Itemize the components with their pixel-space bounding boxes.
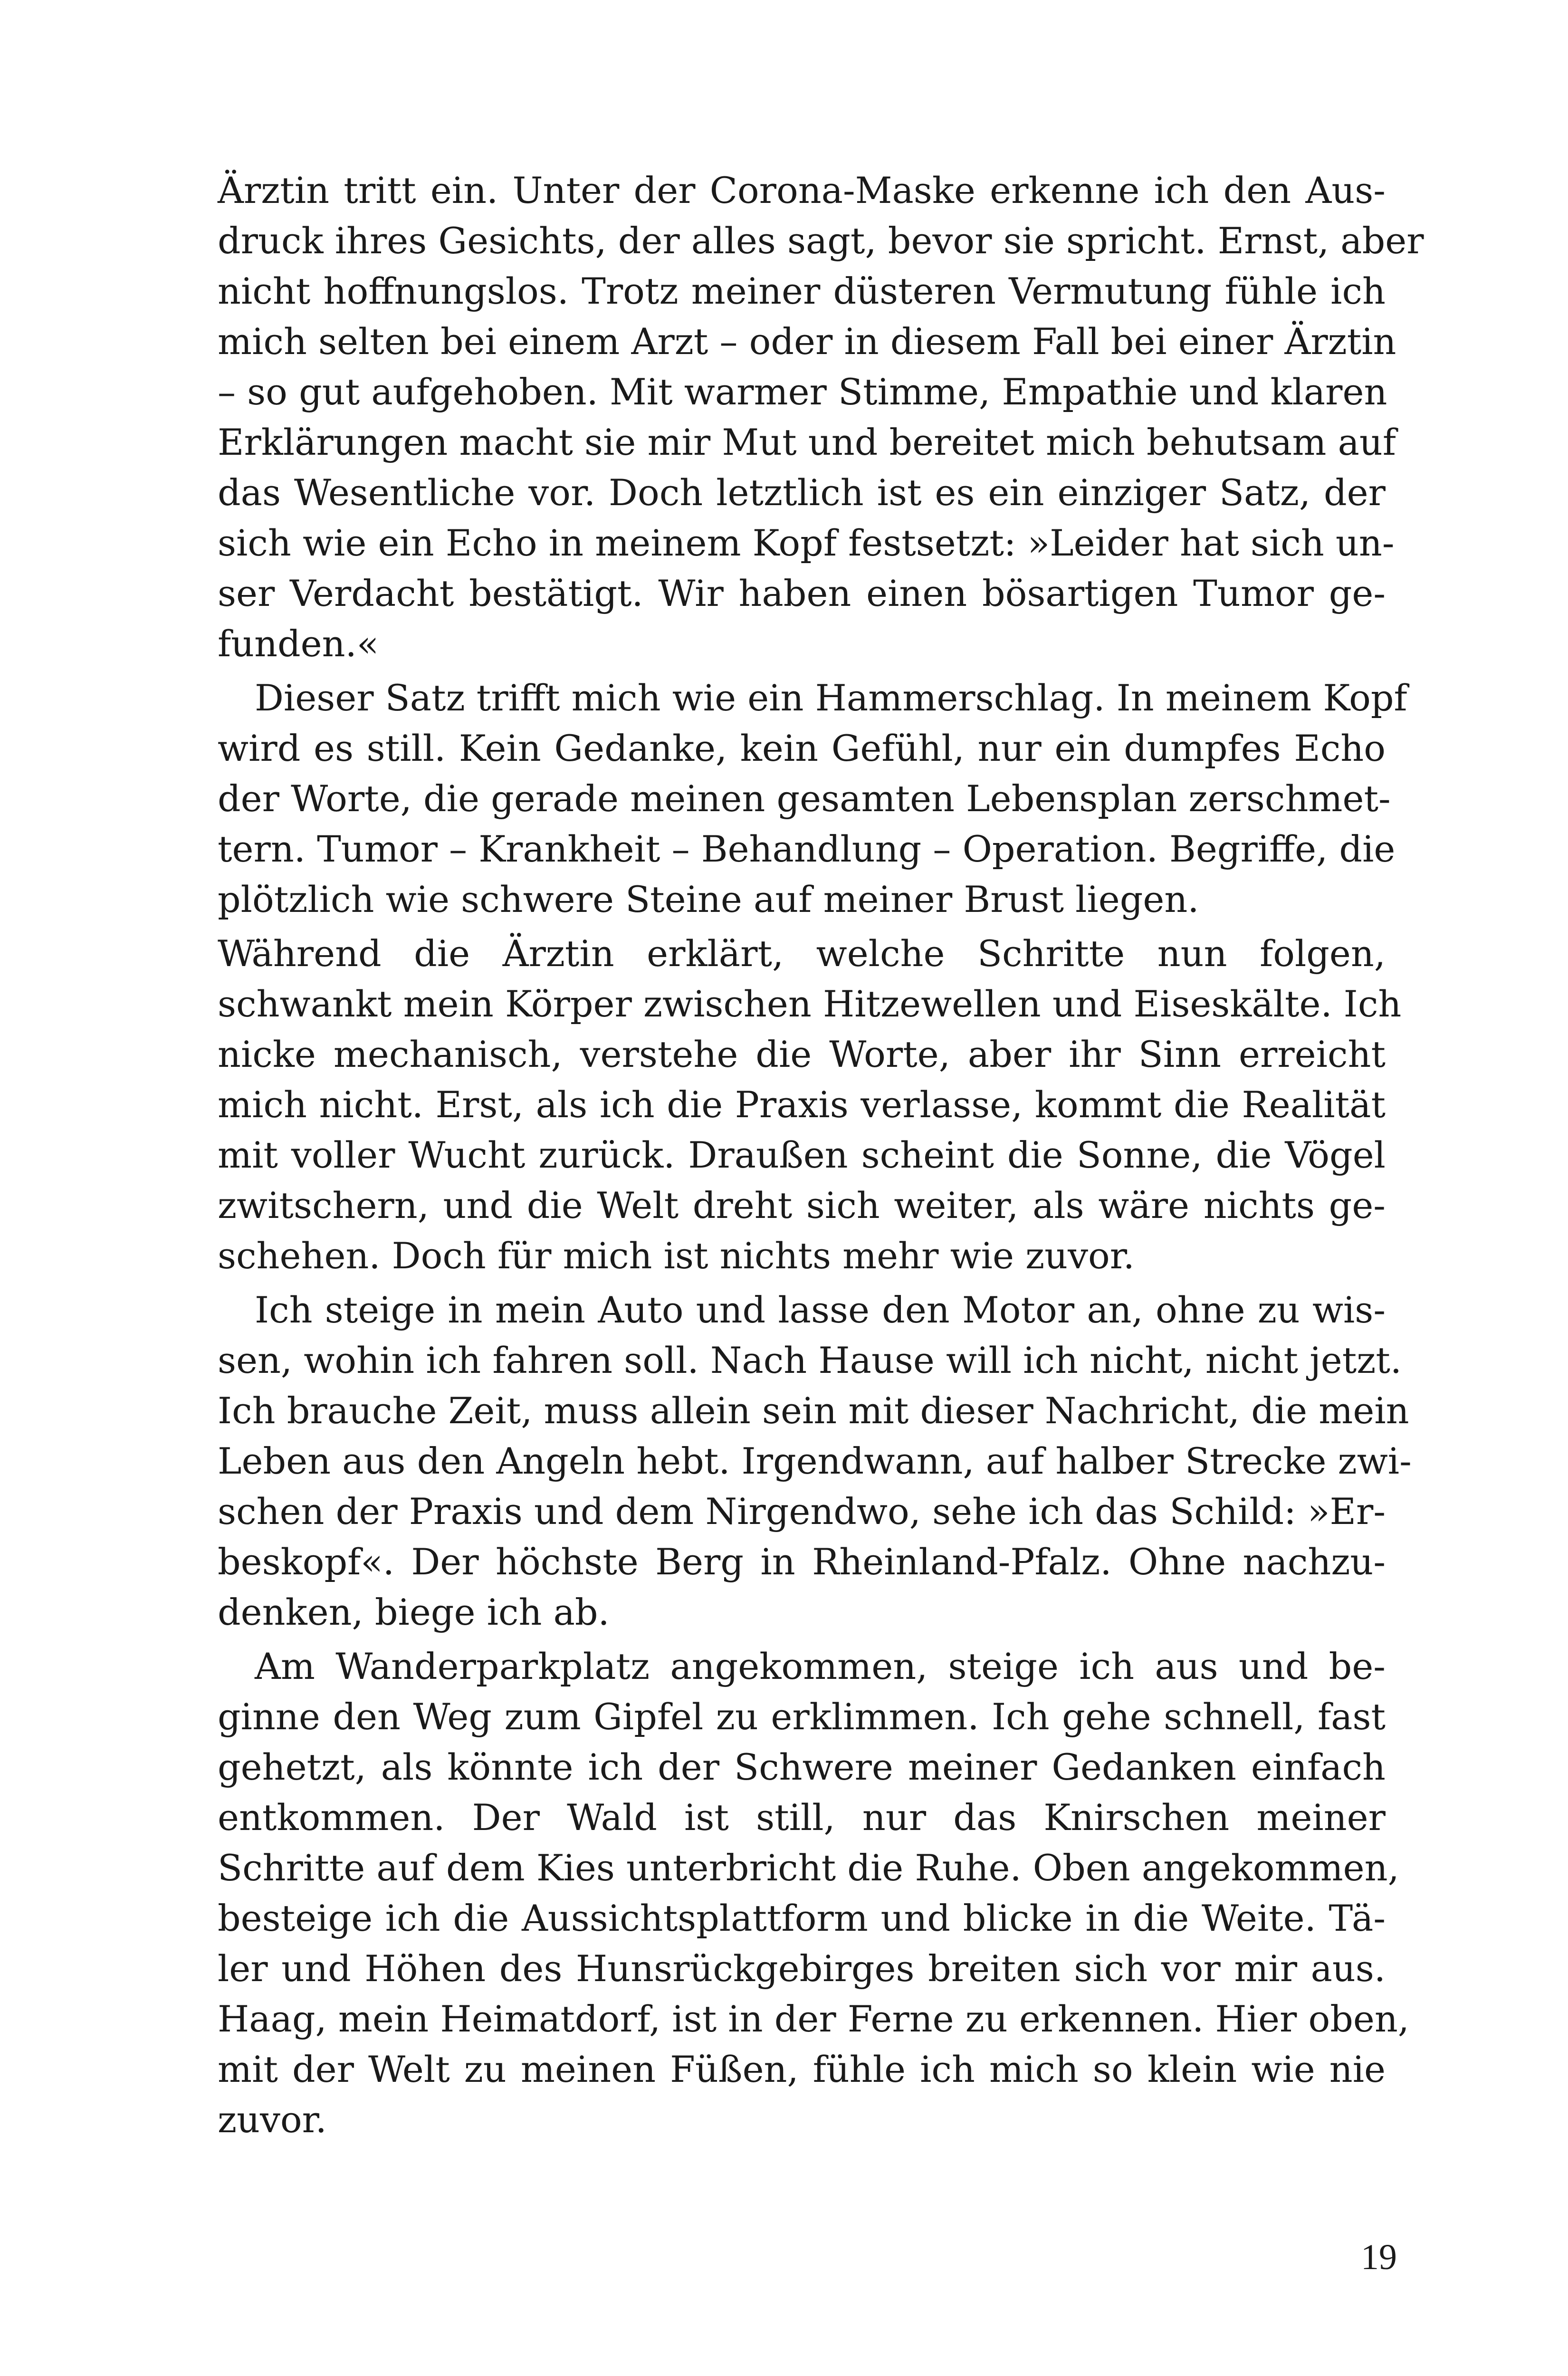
text-line: gehetzt, als könnte ich der Schwere meiner Gedanken einfach xyxy=(218,1746,1386,1788)
text-line: Am Wanderparkplatz angekommen, steige ich aus und be- xyxy=(255,1645,1386,1687)
paragraph-gap xyxy=(218,669,1386,673)
text-line: plötzlich wie schwere Steine auf meiner Brust liegen. xyxy=(218,878,1199,920)
text-line: funden.« xyxy=(218,623,379,665)
text-line: entkommen. Der Wald ist still, nur das Knirschen meiner xyxy=(218,1796,1386,1839)
text-line: sen, wohin ich fahren soll. Nach Hause will ich nicht, nicht jetzt. xyxy=(218,1339,1402,1381)
text-line: nicht hoffnungslos. Trotz meiner düsteren Vermutung fühle ich xyxy=(218,270,1386,312)
text-line: wird es still. Kein Gedanke, kein Gefühl, nur ein dumpfes Echo xyxy=(218,727,1386,769)
page-number: 19 xyxy=(1361,2237,1397,2277)
text-line: besteige ich die Aussichtsplattform und blicke in die Weite. Tä- xyxy=(218,1897,1386,1939)
text-line: Ärztin tritt ein. Unter der Corona-Maske erkenne ich den Aus- xyxy=(218,169,1386,211)
text-line: Ich steige in mein Auto und lasse den Motor an, ohne zu wis- xyxy=(255,1289,1386,1331)
text-line: ginne den Weg zum Gipfel zu erklimmen. Ich gehe schnell, fast xyxy=(218,1696,1386,1738)
text-line: schwankt mein Körper zwischen Hitzewellen und Eiseskälte. Ich xyxy=(218,983,1402,1025)
text-line: ser Verdacht bestätigt. Wir haben einen bösartigen Tumor ge- xyxy=(218,572,1386,614)
text-line: Erklärungen macht sie mir Mut und bereitet mich behutsam auf xyxy=(218,421,1396,463)
text-line: sich wie ein Echo in meinem Kopf festsetzt: »Leider hat sich un- xyxy=(218,522,1395,564)
text-line: mit voller Wucht zurück. Draußen scheint die Sonne, die Vögel xyxy=(218,1134,1386,1176)
text-line: ler und Höhen des Hunsrückgebirges breiten sich vor mir aus. xyxy=(218,1947,1386,1990)
text-line: Ich brauche Zeit, muss allein sein mit dieser Nachricht, die mein xyxy=(218,1389,1409,1432)
paragraph xyxy=(218,673,1407,925)
paragraph xyxy=(218,929,1402,1281)
paragraph-gap xyxy=(218,925,1386,929)
paragraph-gap xyxy=(218,1281,1386,1285)
paragraph xyxy=(218,1285,1412,1638)
paragraph xyxy=(218,1641,1409,2145)
text-line: zwitschern, und die Welt dreht sich weiter, als wäre nichts ge- xyxy=(218,1184,1386,1226)
text-line: Dieser Satz trifft mich wie ein Hammerschlag. In meinem Kopf xyxy=(255,677,1407,719)
text-line: Leben aus den Angeln hebt. Irgendwann, auf halber Strecke zwi- xyxy=(218,1440,1412,1482)
text-line: schehen. Doch für mich ist nichts mehr wie zuvor. xyxy=(218,1235,1135,1277)
text-line: Haag, mein Heimatdorf, ist in der Ferne zu erkennen. Hier oben, xyxy=(218,1998,1409,2040)
text-line: mich nicht. Erst, als ich die Praxis verlasse, kommt die Realität xyxy=(218,1083,1386,1126)
text-line: druck ihres Gesichts, der alles sagt, bevor sie spricht. Ernst, aber xyxy=(218,220,1424,262)
text-line: nicke mechanisch, verstehe die Worte, aber ihr Sinn erreicht xyxy=(218,1033,1386,1075)
text-line: Schritte auf dem Kies unterbricht die Ruhe. Oben angekommen, xyxy=(218,1847,1399,1889)
text-line: der Worte, die gerade meinen gesamten Lebensplan zerschmet- xyxy=(218,777,1391,820)
paragraph-gap xyxy=(218,1638,1386,1641)
body-text xyxy=(218,165,1424,2145)
text-line: das Wesentliche vor. Doch letztlich ist es ein einziger Satz, der xyxy=(218,471,1386,514)
text-line: mit der Welt zu meinen Füßen, fühle ich mich so klein wie nie xyxy=(218,2048,1386,2090)
text-line: beskopf«. Der höchste Berg in Rheinland-Pfalz. Ohne nachzu- xyxy=(218,1541,1386,1583)
text-line: zuvor. xyxy=(218,2098,327,2141)
text-line: tern. Tumor – Krankheit – Behandlung – Operation. Begriffe, die xyxy=(218,828,1396,870)
text-line: mich selten bei einem Arzt – oder in diesem Fall bei einer Ärztin xyxy=(218,320,1396,363)
paragraph xyxy=(218,165,1424,669)
text-line: Während die Ärztin erklärt, welche Schritte nun folgen, xyxy=(218,932,1386,975)
text-line: schen der Praxis und dem Nirgendwo, sehe ich das Schild: »Er- xyxy=(218,1490,1386,1533)
text-line: denken, biege ich ab. xyxy=(218,1591,610,1633)
text-line: – so gut aufgehoben. Mit warmer Stimme, Empathie und klaren xyxy=(218,371,1387,413)
